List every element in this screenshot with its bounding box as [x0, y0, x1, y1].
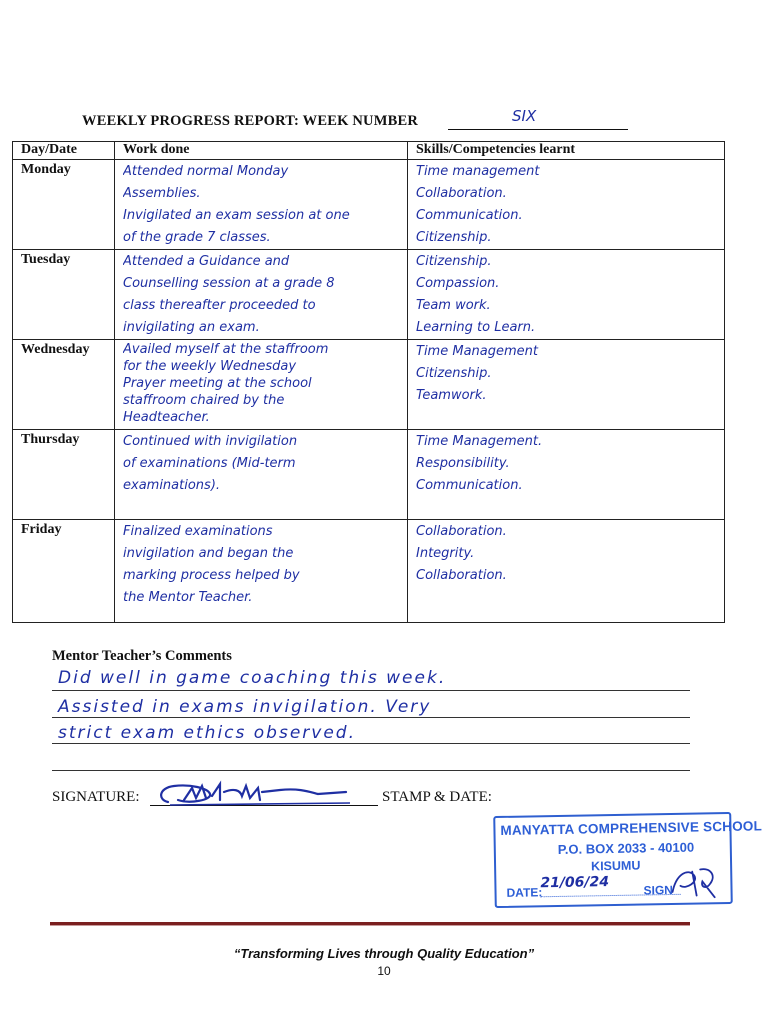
week-number-value: SIX — [512, 107, 537, 125]
work-cell — [115, 520, 408, 623]
stamp-sign-label: SIGN — [643, 882, 673, 898]
work-line: invigilation and began the — [123, 546, 294, 561]
skill-line: Collaboration. — [416, 524, 507, 539]
school-stamp — [493, 812, 763, 908]
table-row — [13, 250, 725, 340]
work-line: of examinations (Mid-term — [123, 456, 296, 471]
day-cell: Friday — [13, 520, 115, 623]
header-skills: Skills/Competencies learnt — [408, 142, 725, 160]
work-line: examinations). — [123, 478, 221, 493]
work-line: Finalized examinations — [123, 524, 273, 539]
skills-cell — [408, 520, 725, 623]
skill-line: Citizenship. — [416, 230, 492, 245]
table-row — [13, 430, 725, 520]
work-line: Counselling session at a grade 8 — [123, 276, 335, 291]
footer-divider — [50, 922, 690, 926]
work-line: of the grade 7 classes. — [123, 230, 271, 245]
work-line: invigilating an exam. — [123, 320, 260, 335]
page-number: 10 — [377, 964, 391, 978]
skill-line: Citizenship. — [416, 254, 492, 269]
work-line: Continued with invigilation — [123, 434, 298, 449]
comment-line: Did well in game coaching this week. — [58, 668, 447, 688]
day-cell: Monday — [13, 160, 115, 250]
work-cell — [115, 250, 408, 340]
work-line: Attended a Guidance and — [123, 254, 290, 269]
work-line: for the weekly Wednesday — [123, 359, 297, 374]
work-cell — [115, 160, 408, 250]
skills-cell — [408, 340, 725, 430]
skill-line: Time Management — [416, 344, 538, 359]
footer-motto: “Transforming Lives through Quality Education” — [233, 946, 535, 961]
week-number-line — [448, 129, 628, 130]
table-row — [13, 160, 725, 250]
day-cell: Tuesday — [13, 250, 115, 340]
work-line: Availed myself at the staffroom — [123, 342, 329, 357]
work-cell — [115, 340, 408, 430]
skill-line: Time Management. — [416, 434, 543, 449]
skill-line: Collaboration. — [416, 186, 507, 201]
skill-line: Time management — [416, 164, 540, 179]
stamp-date-label: STAMP & DATE: — [382, 789, 492, 805]
mentor-comments-label: Mentor Teacher’s Comments — [52, 648, 232, 664]
comment-rule — [52, 690, 690, 691]
work-line: Attended normal Monday — [123, 164, 289, 179]
skill-line: Compassion. — [416, 276, 500, 291]
skill-line: Responsibility. — [416, 456, 510, 471]
comment-rule — [52, 770, 690, 771]
work-line: Prayer meeting at the school — [123, 376, 312, 391]
mentor-signature-icon — [150, 778, 360, 810]
work-line: the Mentor Teacher. — [123, 590, 253, 605]
skills-cell — [408, 160, 725, 250]
table-header-row — [13, 142, 725, 160]
skill-line: Communication. — [416, 478, 523, 493]
stamp-town: KISUMU — [590, 858, 641, 874]
skill-line: Citizenship. — [416, 366, 492, 381]
work-cell — [115, 430, 408, 520]
comment-rule — [52, 743, 690, 744]
day-cell: Thursday — [13, 430, 115, 520]
stamp-po-box: P.O. BOX 2033 - 40100 — [557, 839, 695, 857]
skill-line: Teamwork. — [416, 388, 487, 403]
stamp-signature-icon — [666, 861, 723, 902]
weekly-report-table — [12, 141, 725, 623]
table-row — [13, 340, 725, 430]
work-line: Invigilated an exam session at one — [123, 208, 350, 223]
signature-label: SIGNATURE: — [52, 789, 140, 805]
skills-cell — [408, 430, 725, 520]
work-line: marking process helped by — [123, 568, 300, 583]
skill-line: Collaboration. — [416, 568, 507, 583]
stamp-school-name: MANYATTA COMPREHENSIVE SCHOOL — [500, 818, 763, 838]
skill-line: Integrity. — [416, 546, 475, 561]
stamp-date-label: DATE: — [506, 885, 543, 900]
comment-line: Assisted in exams invigilation. Very — [58, 697, 432, 717]
comment-rule — [52, 717, 690, 718]
day-cell: Wednesday — [13, 340, 115, 430]
skill-line: Communication. — [416, 208, 523, 223]
skill-line: Learning to Learn. — [416, 320, 536, 335]
skills-cell — [408, 250, 725, 340]
work-line: Headteacher. — [123, 410, 210, 425]
work-line: Assemblies. — [123, 186, 201, 201]
table-row — [13, 520, 725, 623]
comment-line: strict exam ethics observed. — [58, 723, 356, 743]
header-work-done: Work done — [115, 142, 408, 160]
header-day-date: Day/Date — [13, 142, 115, 160]
stamp-date-value: 21/06/24 — [540, 874, 610, 892]
skill-line: Team work. — [416, 298, 491, 313]
work-line: staffroom chaired by the — [123, 393, 285, 408]
report-title: WEEKLY PROGRESS REPORT: WEEK NUMBER — [82, 113, 419, 129]
work-line: class thereafter proceeded to — [123, 298, 316, 313]
